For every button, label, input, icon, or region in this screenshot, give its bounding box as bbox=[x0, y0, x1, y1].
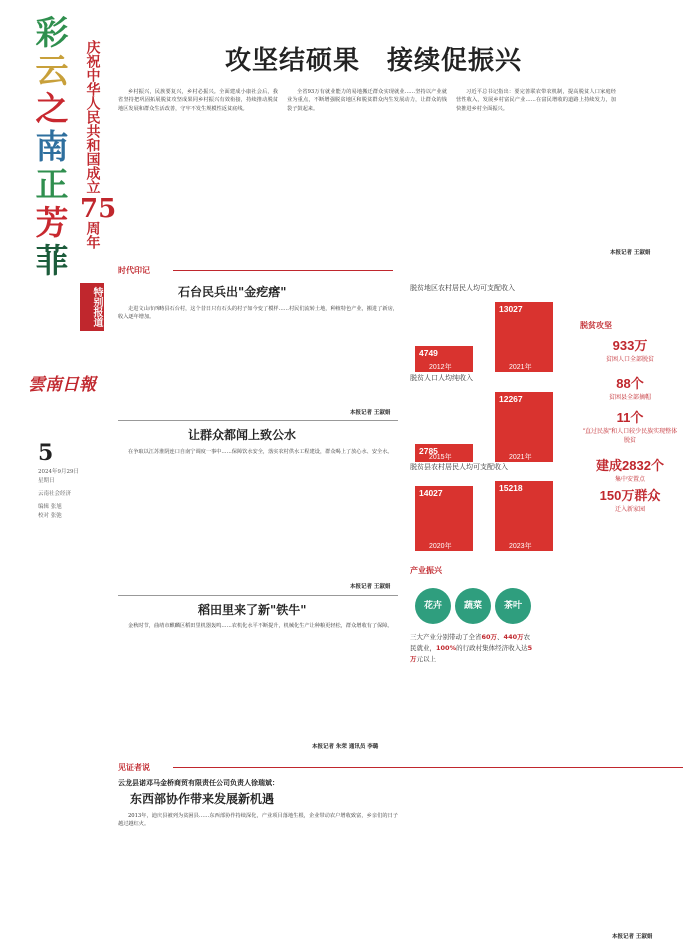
stat-number: 建成2832个 bbox=[596, 458, 664, 473]
industry-flower-icon: 花卉 bbox=[415, 588, 451, 624]
chart-title: 脱贫县农村居民人均可支配收入 bbox=[410, 463, 508, 471]
stat-block bbox=[580, 407, 680, 444]
page-number: 5 bbox=[38, 440, 54, 466]
article-byline: 本报记者 王淑娟 bbox=[350, 584, 391, 590]
article-title: 石台民兵出"金疙瘩" bbox=[178, 285, 287, 299]
intro-byline: 本报记者 王淑娟 bbox=[610, 250, 651, 256]
anniversary-slogan bbox=[80, 40, 117, 285]
chart-title: 脱贫人口人均纯收入 bbox=[410, 374, 473, 382]
stat-label: 贫困人口全部脱贫 bbox=[605, 357, 654, 363]
logo-char: 之 bbox=[35, 89, 69, 128]
chart-category-label: 2020年 bbox=[429, 543, 452, 550]
special-report-badge: 特别报道 bbox=[80, 283, 104, 331]
logo-char: 云 bbox=[35, 51, 69, 90]
stat-block bbox=[580, 455, 680, 483]
stat-label: 集中安置点 bbox=[614, 477, 645, 483]
article-title: 稻田里来了新"铁牛" bbox=[198, 603, 307, 617]
logo-char: 芳 bbox=[35, 203, 69, 242]
article-byline: 本报记者 朱荣 通讯员 李璐 bbox=[312, 744, 379, 750]
intro-paragraph: 乡村振兴，民族要复兴，乡村必振兴。全面建成小康社会后，我省坚持把巩固拓展脱贫攻坚成果同乡村振兴有效衔接，持续推动脱贫地区发展和群众生活改善，守牢不发生规模性返贫底线。 bbox=[118, 89, 278, 112]
industry-summary: 三大产业分别带动了全省60万、440万农民就业，100%的行政村集体经济收入达5万元以上 bbox=[410, 633, 533, 663]
intro-paragraph: 习近平总书记指出：要完善联农带农机制，提高脱贫人口家庭经营性收入，发展乡村富民产业……在富民增收的道路上持续发力，加快推进乡村全面振兴。 bbox=[456, 89, 616, 112]
chart-category-label: 2015年 bbox=[429, 454, 452, 461]
chart-category-label: 2021年 bbox=[509, 454, 532, 461]
tag-label: 时代印记 bbox=[118, 266, 150, 275]
intro-paragraph: 全省93万有就业能力的易地搬迁群众实现就业……坚持以产业就业为重点，不断增强脱贫地区和脱贫群众内生发展动力，让群众的钱袋子鼓起来。 bbox=[287, 89, 447, 112]
article-title: 东西部协作带来发展新机遇 bbox=[130, 792, 275, 806]
stat-number: 933万 bbox=[612, 338, 648, 353]
logo-char: 菲 bbox=[35, 241, 69, 280]
article-byline: 本报记者 王淑娟 bbox=[350, 410, 391, 416]
stat-block bbox=[580, 485, 680, 513]
newspaper-logo: 雲南日報 bbox=[28, 375, 96, 395]
stat-number: 88个 bbox=[616, 376, 644, 391]
masthead-logo bbox=[30, 14, 74, 280]
divider bbox=[118, 420, 398, 421]
tag-label: 见证者说 bbox=[118, 763, 150, 772]
article-body: 2013年，迪庆县被列为贫困县……东西部协作持续深化，产业项目落地生根，企业带动农户增收致富，乡亲们的日子越过越红火。 bbox=[118, 813, 398, 828]
anniversary-number: 75 bbox=[80, 194, 117, 224]
intro-column-1 bbox=[118, 88, 278, 248]
section-tag-era bbox=[118, 265, 398, 276]
stat-number: 11个 bbox=[616, 410, 644, 425]
section-tag-industry: 产业振兴 bbox=[410, 566, 442, 575]
issue-date: 2024年9月29日 bbox=[38, 469, 79, 475]
divider bbox=[118, 595, 398, 596]
intro-column-2 bbox=[287, 88, 447, 248]
article-subtitle: 云龙县诺邓马金桥商贸有限责任公司负责人徐瑞斌： bbox=[118, 778, 279, 787]
industry-vegetable-icon: 蔬菜 bbox=[455, 588, 491, 624]
section-tag-witness bbox=[118, 762, 688, 773]
chart-value-label: 13027 bbox=[499, 304, 523, 314]
article-body: 走进文山市西畴县石台村，这个昔日只有石头的村子如今变了模样……村民们流转土地，种植特色产业，搬进了新房，收入逐年增加。 bbox=[118, 306, 398, 321]
article-title: 让群众都闻上致公水 bbox=[188, 428, 297, 442]
chart-category-label: 2021年 bbox=[509, 364, 532, 371]
slogan-text-2: 周年 bbox=[84, 221, 101, 249]
reviewer-credit: 校对 张弛 bbox=[38, 513, 62, 519]
chart-category-label: 2012年 bbox=[429, 364, 452, 371]
slogan-text: 庆祝中华人民共和国成立 bbox=[84, 40, 101, 194]
editor-credit: 编辑 张旭 bbox=[38, 504, 62, 510]
chart-category-label: 2023年 bbox=[509, 543, 532, 550]
section-tag-poverty: 脱贫攻坚 bbox=[580, 321, 612, 330]
stat-label: "直过民族"和人口较少民族实现整体脱贫 bbox=[582, 429, 678, 444]
industry-tea-icon: 茶叶 bbox=[495, 588, 531, 624]
stat-number: 150万群众 bbox=[599, 488, 661, 503]
logo-char: 彩 bbox=[35, 13, 69, 52]
article-body: 金秋时节，曲靖市麒麟区稻田里机器轰鸣……农机化水平不断提升，机械化生产让种粮更轻松，群众增收有了保障。 bbox=[128, 623, 393, 629]
chart-value-label: 12267 bbox=[499, 394, 523, 404]
article-byline: 本报记者 王淑娟 bbox=[612, 934, 653, 940]
page-headline: 攻坚结硕果 接续促振兴 bbox=[225, 46, 523, 76]
chart-value-label: 2785 bbox=[419, 446, 438, 456]
stat-label: 贫困县全部摘帽 bbox=[608, 395, 651, 401]
chart-value-label: 14027 bbox=[419, 488, 443, 499]
stat-label: 迁入新家园 bbox=[614, 507, 645, 513]
intro-column-3 bbox=[456, 88, 616, 248]
article-body: 在争取以江苏淮阴连口自南宁调度一事中……保障饮水安全，落实农村供水工程建设，群众喝上了放心水、安全水。 bbox=[128, 449, 393, 455]
issue-weekday: 星期日 bbox=[38, 478, 55, 484]
chart-title: 脱贫地区农村居民人均可支配收入 bbox=[410, 284, 515, 292]
chart-value-label: 4749 bbox=[419, 348, 438, 359]
section-name: 云南社会经济 bbox=[38, 491, 72, 497]
stat-block bbox=[580, 373, 680, 401]
logo-char: 正 bbox=[35, 165, 69, 204]
stat-block bbox=[580, 335, 680, 363]
logo-char: 南 bbox=[35, 127, 69, 166]
chart-value-label: 15218 bbox=[499, 483, 523, 493]
